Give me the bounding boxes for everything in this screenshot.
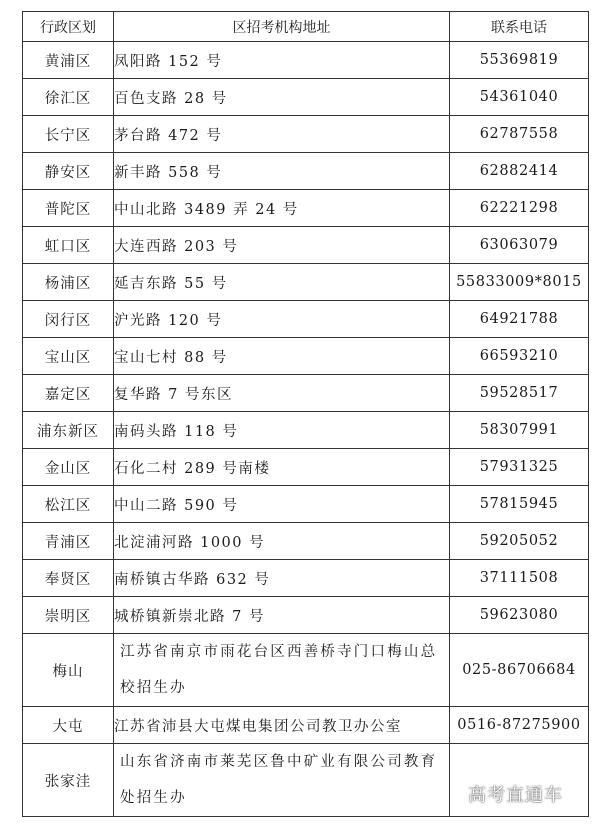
- phone-cell: 62221298: [450, 190, 589, 227]
- district-cell: 金山区: [23, 449, 114, 486]
- phone-cell: 37111508: [450, 560, 589, 597]
- phone-cell: 62787558: [450, 116, 589, 153]
- phone-cell: 58307991: [450, 412, 589, 449]
- district-cell: 普陀区: [23, 190, 114, 227]
- table-row: [23, 190, 589, 227]
- district-cell: 长宁区: [23, 116, 114, 153]
- table-row: [23, 301, 589, 338]
- watermark: 高考直通车: [468, 785, 563, 806]
- district-cell: 奉贤区: [23, 560, 114, 597]
- table-row: [23, 634, 589, 707]
- table-row: [23, 707, 589, 744]
- district-cell: 嘉定区: [23, 375, 114, 412]
- table-row: [23, 79, 589, 116]
- address-cell: 城桥镇新崇北路 7 号: [114, 597, 450, 634]
- district-cell: 宝山区: [23, 338, 114, 375]
- phone-cell: 62882414: [450, 153, 589, 190]
- table-row: [23, 449, 589, 486]
- address-cell: 沪光路 120 号: [114, 301, 450, 338]
- table-row: [23, 523, 589, 560]
- phone-cell: 63063079: [450, 227, 589, 264]
- address-cell: 中山二路 590 号: [114, 486, 450, 523]
- address-cell: 大连西路 203 号: [114, 227, 450, 264]
- address-cell: 江苏省南京市雨花台区西善桥寺门口梅山总校招生办: [114, 634, 450, 707]
- address-cell: 江苏省沛县大屯煤电集团公司教卫办公室: [114, 707, 450, 744]
- district-cell: 张家洼: [23, 744, 114, 817]
- header-phone: 联系电话: [450, 12, 589, 42]
- table-row: [23, 338, 589, 375]
- address-cell: 石化二村 289 号南楼: [114, 449, 450, 486]
- phone-cell: 59528517: [450, 375, 589, 412]
- table-row: [23, 42, 589, 79]
- phone-cell: 66593210: [450, 338, 589, 375]
- table-row: [23, 597, 589, 634]
- phone-cell: 57815945: [450, 486, 589, 523]
- address-cell: 茅台路 472 号: [114, 116, 450, 153]
- address-cell: 凤阳路 152 号: [114, 42, 450, 79]
- table-row: [23, 116, 589, 153]
- address-cell: 宝山七村 88 号: [114, 338, 450, 375]
- district-cell: 杨浦区: [23, 264, 114, 301]
- address-cell: 北淀浦河路 1000 号: [114, 523, 450, 560]
- address-cell: 延吉东路 55 号: [114, 264, 450, 301]
- district-cell: 崇明区: [23, 597, 114, 634]
- table-row: [23, 486, 589, 523]
- phone-cell: 57931325: [450, 449, 589, 486]
- district-cell: 徐汇区: [23, 79, 114, 116]
- phone-cell: 025-86706684: [450, 634, 589, 707]
- table-row: [23, 153, 589, 190]
- phone-cell: 64921788: [450, 301, 589, 338]
- phone-cell: 55833009*8015: [450, 264, 589, 301]
- district-cell: 虹口区: [23, 227, 114, 264]
- header-row: [23, 12, 589, 42]
- table-row: [23, 375, 589, 412]
- address-cell: 新丰路 558 号: [114, 153, 450, 190]
- address-cell: 百色支路 28 号: [114, 79, 450, 116]
- phone-cell: 0516-87275900: [450, 707, 589, 744]
- table-row: [23, 227, 589, 264]
- contact-table: [22, 11, 589, 817]
- district-cell: 静安区: [23, 153, 114, 190]
- district-cell: 松江区: [23, 486, 114, 523]
- district-cell: 青浦区: [23, 523, 114, 560]
- phone-cell: 54361040: [450, 79, 589, 116]
- address-cell: 南码头路 118 号: [114, 412, 450, 449]
- header-district: 行政区划: [23, 12, 114, 42]
- district-cell: 大屯: [23, 707, 114, 744]
- table-row: [23, 412, 589, 449]
- address-cell: 山东省济南市莱芜区鲁中矿业有限公司教育处招生办: [114, 744, 450, 817]
- phone-cell: 59205052: [450, 523, 589, 560]
- address-cell: 中山北路 3489 弄 24 号: [114, 190, 450, 227]
- district-cell: 黄浦区: [23, 42, 114, 79]
- header-address: 区招考机构地址: [114, 12, 450, 42]
- table-row: [23, 560, 589, 597]
- district-cell: 浦东新区: [23, 412, 114, 449]
- district-cell: 梅山: [23, 634, 114, 707]
- address-cell: 南桥镇古华路 632 号: [114, 560, 450, 597]
- table-row: [23, 264, 589, 301]
- phone-cell: 59623080: [450, 597, 589, 634]
- district-cell: 闵行区: [23, 301, 114, 338]
- address-cell: 复华路 7 号东区: [114, 375, 450, 412]
- phone-cell: 55369819: [450, 42, 589, 79]
